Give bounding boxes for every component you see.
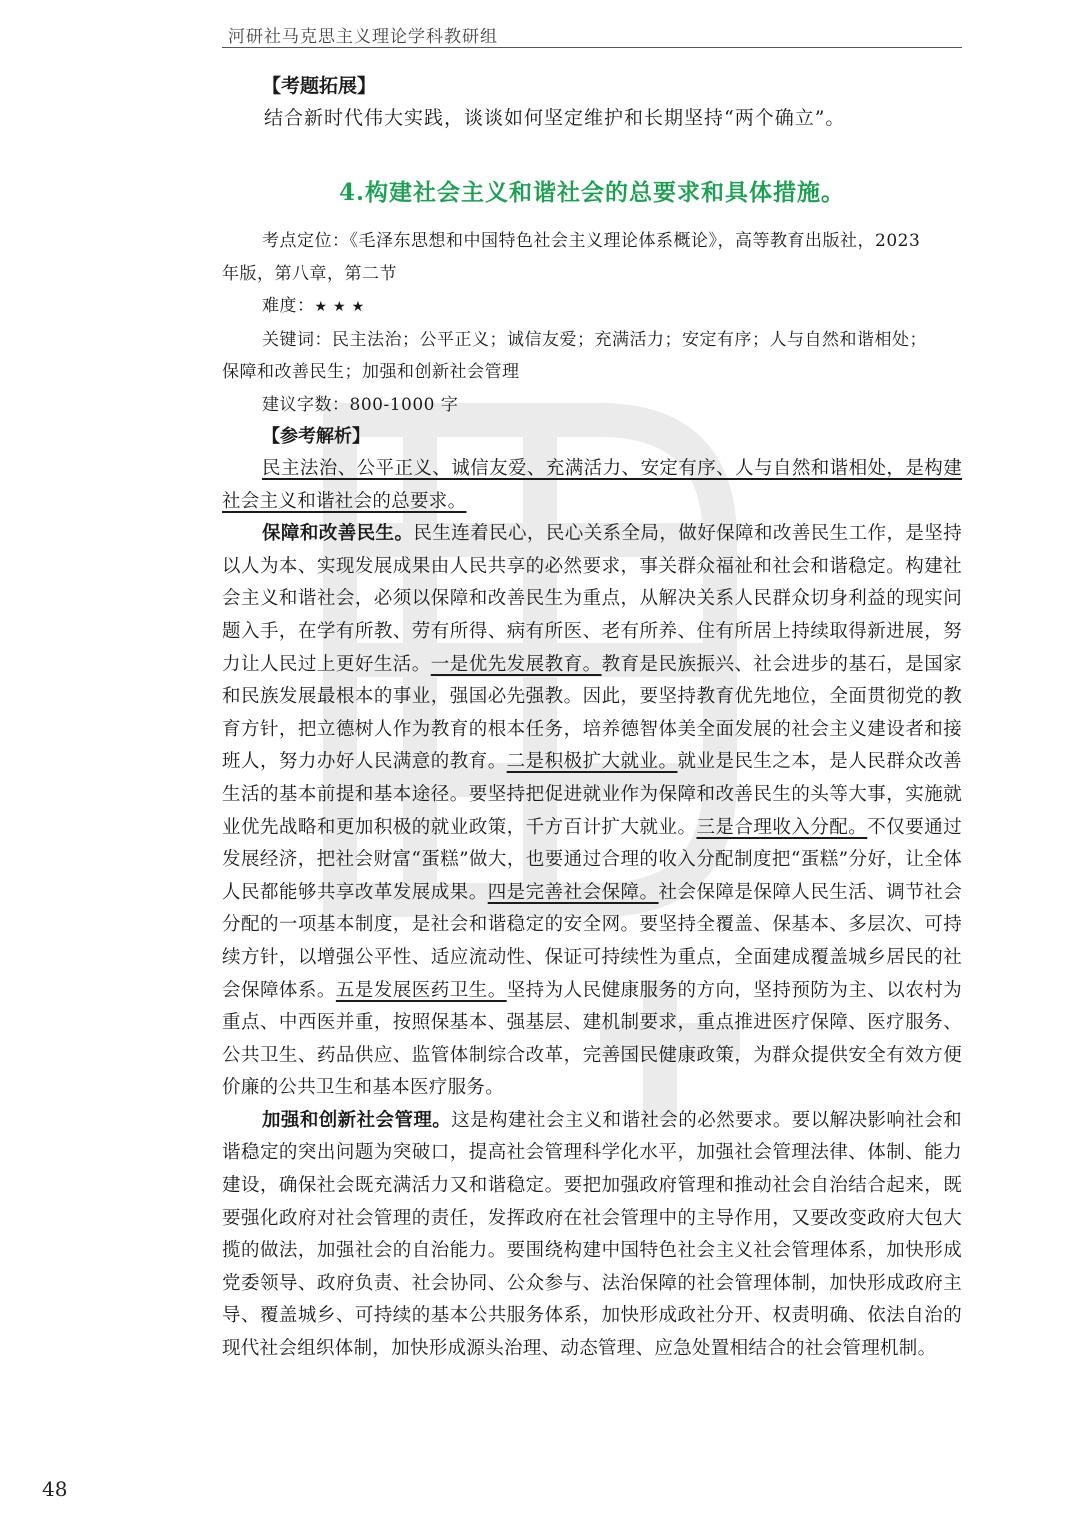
extension-question: 结合新时代伟大实践，谈谈如何坚定维护和长期坚持“两个确立”。 [264, 107, 846, 129]
difficulty-label: 难度： [262, 296, 315, 316]
social-security-text: 社会保障是保障人民生活、调节社会分配的一项基本制度，是社会和谐稳定的安全网。要坚持全覆盖、保基本、多层次、可持续方针，以增强公平性、适应流动性、保证可持续性为重点，全面建成覆盖城乡居民的社会保障体系。 [222, 881, 962, 1001]
livelihood-lead: 保障和改善民生。 [262, 523, 414, 545]
extension-label: 【考题拓展】 [262, 75, 377, 97]
running-header: 河研社马克思主义理论学科教研组 [228, 27, 498, 47]
livelihood-intro: 民生连着民心，民心关系全局，做好保障和改善民生工作，是坚持以人为本、实现发展成果由人民共享的必然要求，事关群众福祉和社会和谐稳定。构建社会主义和谐社会，必须以保障和改善民生为重点，从解决关系人民群众切身利益的现实问题入手，在学有所教、劳有所得、病有所医、老有所养、住有所居上持续取得新进展，努力让人民过上更好生活。 [222, 523, 963, 675]
point-healthcare: 五是发展医药卫生。 [335, 979, 507, 1001]
employment-text: 就业是民生之本，是人民群众改善生活的基本前提和基本途径。要坚持把促进就业作为保障和改善民生的头等大事，实施就业优先战略和更加积极的就业政策，千方百计扩大就业。 [222, 751, 962, 838]
page-content [222, 70, 962, 1366]
keywords-line-2: 保障和改善民生；加强和创新社会管理 [222, 362, 520, 382]
location-line-1: 考点定位：《毛泽东思想和中国特色社会主义理论体系概论》，高等教育出版社，2023 [262, 231, 921, 251]
paragraph-social-management [222, 1105, 962, 1366]
point-education: 一是优先发展教育。 [430, 653, 602, 675]
point-social-security: 四是完善社会保障。 [487, 881, 659, 903]
education-text: 教育是民族振兴、社会进步的基石，是国家和民族发展最根本的事业，强国必先强教。因此，要坚持教育优先地位，全面贯彻党的教育方针，把立德树人作为教育的根本任务，培养德智体美全面发展的社会主义建设者和接班人，努力办好人民满意的教育。 [222, 653, 962, 773]
income-text: 不仅要通过发展经济，把社会财富“蛋糕”做大，也要通过合理的收入分配制度把“蛋糕”分好，让全体人民都能够共享改革发展成果。 [222, 816, 962, 903]
header-rule [222, 47, 962, 48]
paragraph-livelihood [222, 518, 962, 1105]
page-number: 48 [42, 1477, 68, 1501]
keywords-line-1: 关键词：民主法治；公平正义；诚信友爱；充满活力；安定有序；人与自然和谐相处； [262, 329, 927, 350]
point-income: 三是合理收入分配。 [696, 816, 868, 838]
location-line-2: 年版，第八章，第二节 [222, 263, 397, 284]
social-management-lead: 加强和创新社会管理。 [262, 1109, 452, 1131]
social-management-text: 这是构建社会主义和谐社会的必然要求。要以解决影响社会和谐稳定的突出问题为突破口，提高社会管理科学化水平，加强社会管理法律、体制、能力建设，确保社会既充满活力又和谐稳定。要把加强政府管理和推动社会自治结合起来，既要强化政府对社会管理的责任，发挥政府在社会管理中的主导作用，又要改变政府大包大揽的做法，加强社会的自治能力。要围绕构建中国特色社会主义社会管理体系，加快形成党委领导、政府负责、社会协同、公众参与、法治保障的社会管理体制，加快形成政府主导、覆盖城乡、可持续的基本公共服务体系，加快形成政社分开、权责明确、依法自治的现代社会组织体制，加快形成源头治理、动态管理、应急处置相结合的社会管理机制。 [222, 1109, 962, 1360]
word-count: 建议字数：800-1000 字 [262, 394, 459, 415]
analysis-body [222, 453, 962, 1366]
reference-label: 【参考解析】 [262, 426, 370, 447]
point-employment: 二是积极扩大就业。 [506, 751, 678, 773]
difficulty-line [222, 290, 962, 324]
section-heading: 4.构建社会主义和谐社会的总要求和具体措施。 [338, 179, 845, 206]
general-requirements-text: 民主法治、公平正义、诚信友爱、充满活力、安定有序、人与自然和谐相处，是构建社会主义和谐社会的总要求。 [222, 458, 962, 512]
paragraph-general-requirements [222, 453, 962, 518]
difficulty-stars: ★★★ [314, 299, 371, 315]
healthcare-text: 坚持为人民健康服务的方向，坚持预防为主、以农村为重点、中西医并重，按照保基本、强基层、建机制要求，重点推进医疗保障、医疗服务、公共卫生、药品供应、监管体制综合改革，完善国民健康政策，为群众提供安全有效方便价廉的公共卫生和基本医疗服务。 [222, 979, 962, 1099]
